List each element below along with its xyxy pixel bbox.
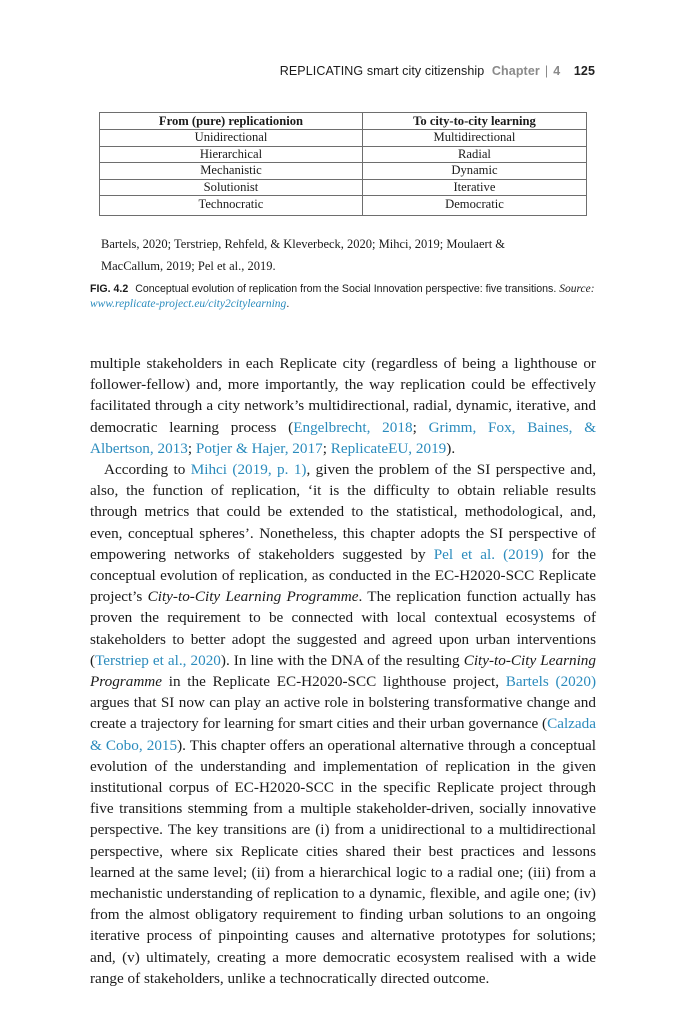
table-cell: Unidirectional [100,130,363,147]
table-row [100,130,587,147]
paragraph-2 [90,459,596,989]
citation-link[interactable]: Terstriep et al., 2020 [95,651,221,669]
text-run: ). [446,439,456,457]
page-number: 125 [573,64,595,78]
text-run: ). This chapter offers an operational alternative through a conceptual evolution of the understanding and implementation of replication in the given institutional corpus of EC-H2020-SCC in the specific Replicate project through five transitions stemming from a multiple stakeholder-driven, socially innovative perspective. The key transitions are (i) from a unidirectional to a multidirectional perspective, where six Replicate cities shared their best practices and lessons learned at the same level; (ii) from a hierarchical logic to a radial one; (iii) from a mechanistic understanding of replication to a dynamic, flexible, and agile one; (iv) from the almost obligatory requirement to finding urban solutions to an ongoing iterative process of pinpointing causes and alternative prototypes for solutions; and, (v) ultimately, creating a more democratic ecosystem realised with a wide range of stakeholders, unlike a technocratically directed outcome. [90,736,596,987]
table-cell: Solutionist [100,179,363,196]
table-cell: Mechanistic [100,163,363,180]
table-row [100,179,587,196]
citation-link[interactable]: Engelbrecht, 2018 [293,418,413,436]
paragraph-1 [90,353,596,459]
citation-link[interactable]: ReplicateEU, 2019 [330,439,447,457]
caption-end: . [286,298,290,310]
figure-caption [90,282,596,312]
citation-link[interactable]: Potjer & Hajer, 2017 [195,439,323,457]
chapter-label: Chapter [491,64,540,78]
header-separator: | [544,64,549,78]
running-title: REPLICATING smart city citizenship [279,64,485,78]
source-label: Source: [559,283,595,295]
caption-text: Conceptual evolution of replication from the Social Innovation perspective: five transitions. [135,283,557,295]
table-cell: Hierarchical [100,146,363,163]
table-row [100,146,587,163]
citation-link[interactable]: Grimm, Fox, Baines, & Albertson, 2013 [90,418,597,457]
emphasis-text: City-to-City Learning Programme [147,588,359,606]
body-text [90,353,596,989]
text-run: ; [187,439,196,457]
table-cell: Radial [362,146,586,163]
text-run: for the conceptual evolution of replication, as conducted in the EC-H2020-SCC Replicate project’s [90,545,596,606]
citation-link[interactable]: Bartels (2020) [505,673,597,691]
transition-table [99,112,587,216]
text-run: argues that SI now can play an active role in bolstering transformative change and create a trajectory for learning for smart cities and their urban governance ( [90,694,596,733]
table-cell: Multidirectional [362,130,586,147]
citation-link[interactable]: Calzada & Cobo, 2015 [90,715,597,754]
figure-references-line: Bartels, 2020; Terstriep, Rehfeld, & Kleverbeck, 2020; Mihci, 2019; Moulaert & [101,237,506,251]
text-run: ; [322,439,331,457]
figure-label: FIG. 4.2 [90,283,129,295]
running-header [280,64,595,78]
text-run: ; [412,418,429,436]
table-row [100,196,587,216]
table-cell: Democratic [362,196,586,216]
table-cell: Iterative [362,179,586,196]
emphasis-text: City-to-City Learning Programme [90,651,596,691]
column-header-from: From (pure) replicationion [100,113,363,130]
text-run: According to [104,461,191,479]
figure-references-line: MacCallum, 2019; Pel et al., 2019. [101,259,276,273]
source-link[interactable]: www.replicate-project.eu/city2citylearning [90,298,287,310]
citation-link[interactable]: Mihci (2019, p. 1) [190,461,307,479]
text-run: multiple stakeholders in each Replicate city (regardless of being a lighthouse or follower-fellow) and, more importantly, the way replication could be effectively facilitated through a city network’s multidirectional, radial, dynamic, iterative, and democratic learning process ( [90,355,596,436]
text-run: . The replication function actually has proven the requirement to be connected with local contextual ecosystems of stakeholders to better adopt the suggested and agreed upon urban interventions ( [90,588,597,669]
column-header-to: To city-to-city learning [362,113,586,130]
text-run: ). In line with the DNA of the resulting [220,651,464,669]
table-row [100,163,587,180]
text-run: , given the problem of the SI perspective and, also, the function of replication, ‘it is the difficulty to obtain reliable results through metrics that could be extended to the statistical, methodological, and, even, conceptual spheres’. Nonetheless, this chapter adopts the SI perspective of empowering networks of stakeholders suggested by [90,461,596,563]
table-cell: Technocratic [100,196,363,216]
citation-link[interactable]: Pel et al. (2019) [433,545,544,563]
table-header-row [100,113,587,130]
figure-references [101,233,591,277]
chapter-number: 4 [553,64,561,78]
text-run: in the Replicate EC-H2020-SCC lighthouse project, [162,673,506,691]
table-cell: Dynamic [362,163,586,180]
